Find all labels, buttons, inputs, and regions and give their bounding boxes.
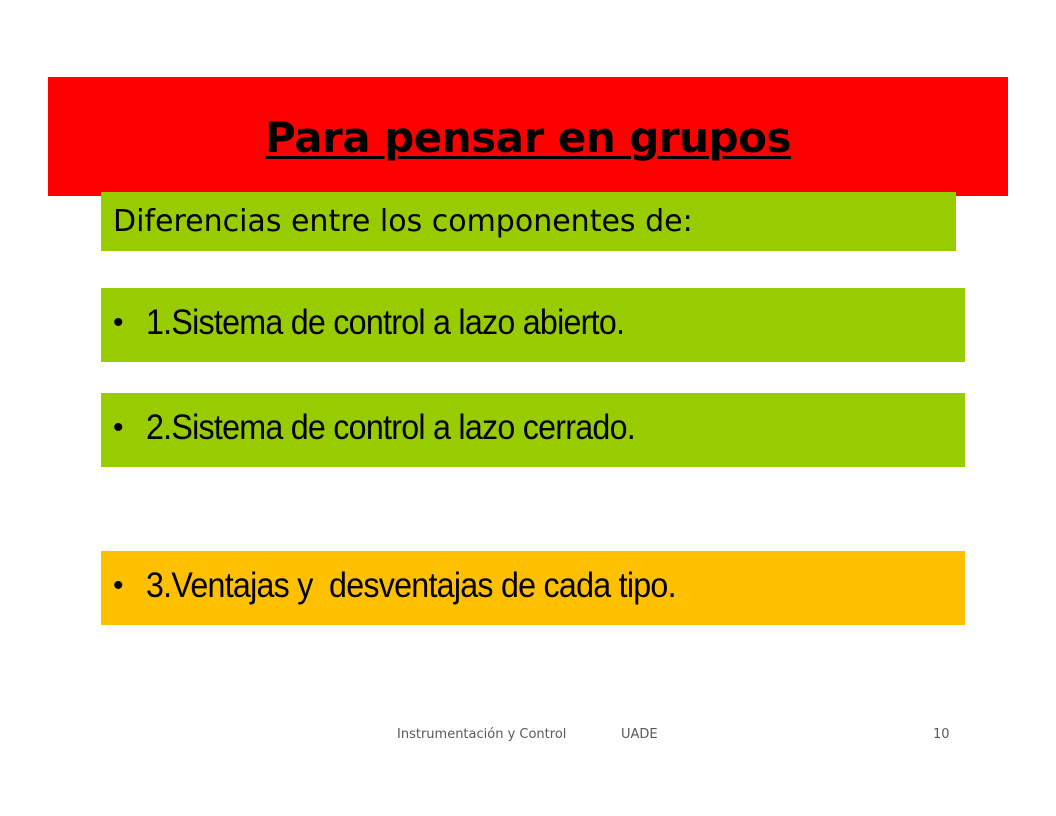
subtitle-box bbox=[101, 192, 956, 251]
list-item bbox=[101, 288, 965, 362]
list-item-text: 3.Ventajas y desventajas de cada tipo. bbox=[146, 566, 676, 605]
bullet-icon: • bbox=[113, 569, 124, 602]
list-item bbox=[101, 393, 965, 467]
slide-subtitle: Diferencias entre los componentes de: bbox=[113, 204, 693, 239]
page-number: 10 bbox=[933, 727, 950, 742]
bullet-icon: • bbox=[113, 306, 124, 339]
slide-title: Para pensar en grupos bbox=[265, 113, 791, 162]
list-item-text: 2.Sistema de control a lazo cerrado. bbox=[146, 408, 635, 447]
list-item-text: 1.Sistema de control a lazo abierto. bbox=[146, 303, 625, 342]
footer-institution: UADE bbox=[621, 727, 658, 742]
footer-course: Instrumentación y Control bbox=[397, 727, 567, 742]
list-item bbox=[101, 551, 965, 625]
bullet-icon: • bbox=[113, 411, 124, 444]
